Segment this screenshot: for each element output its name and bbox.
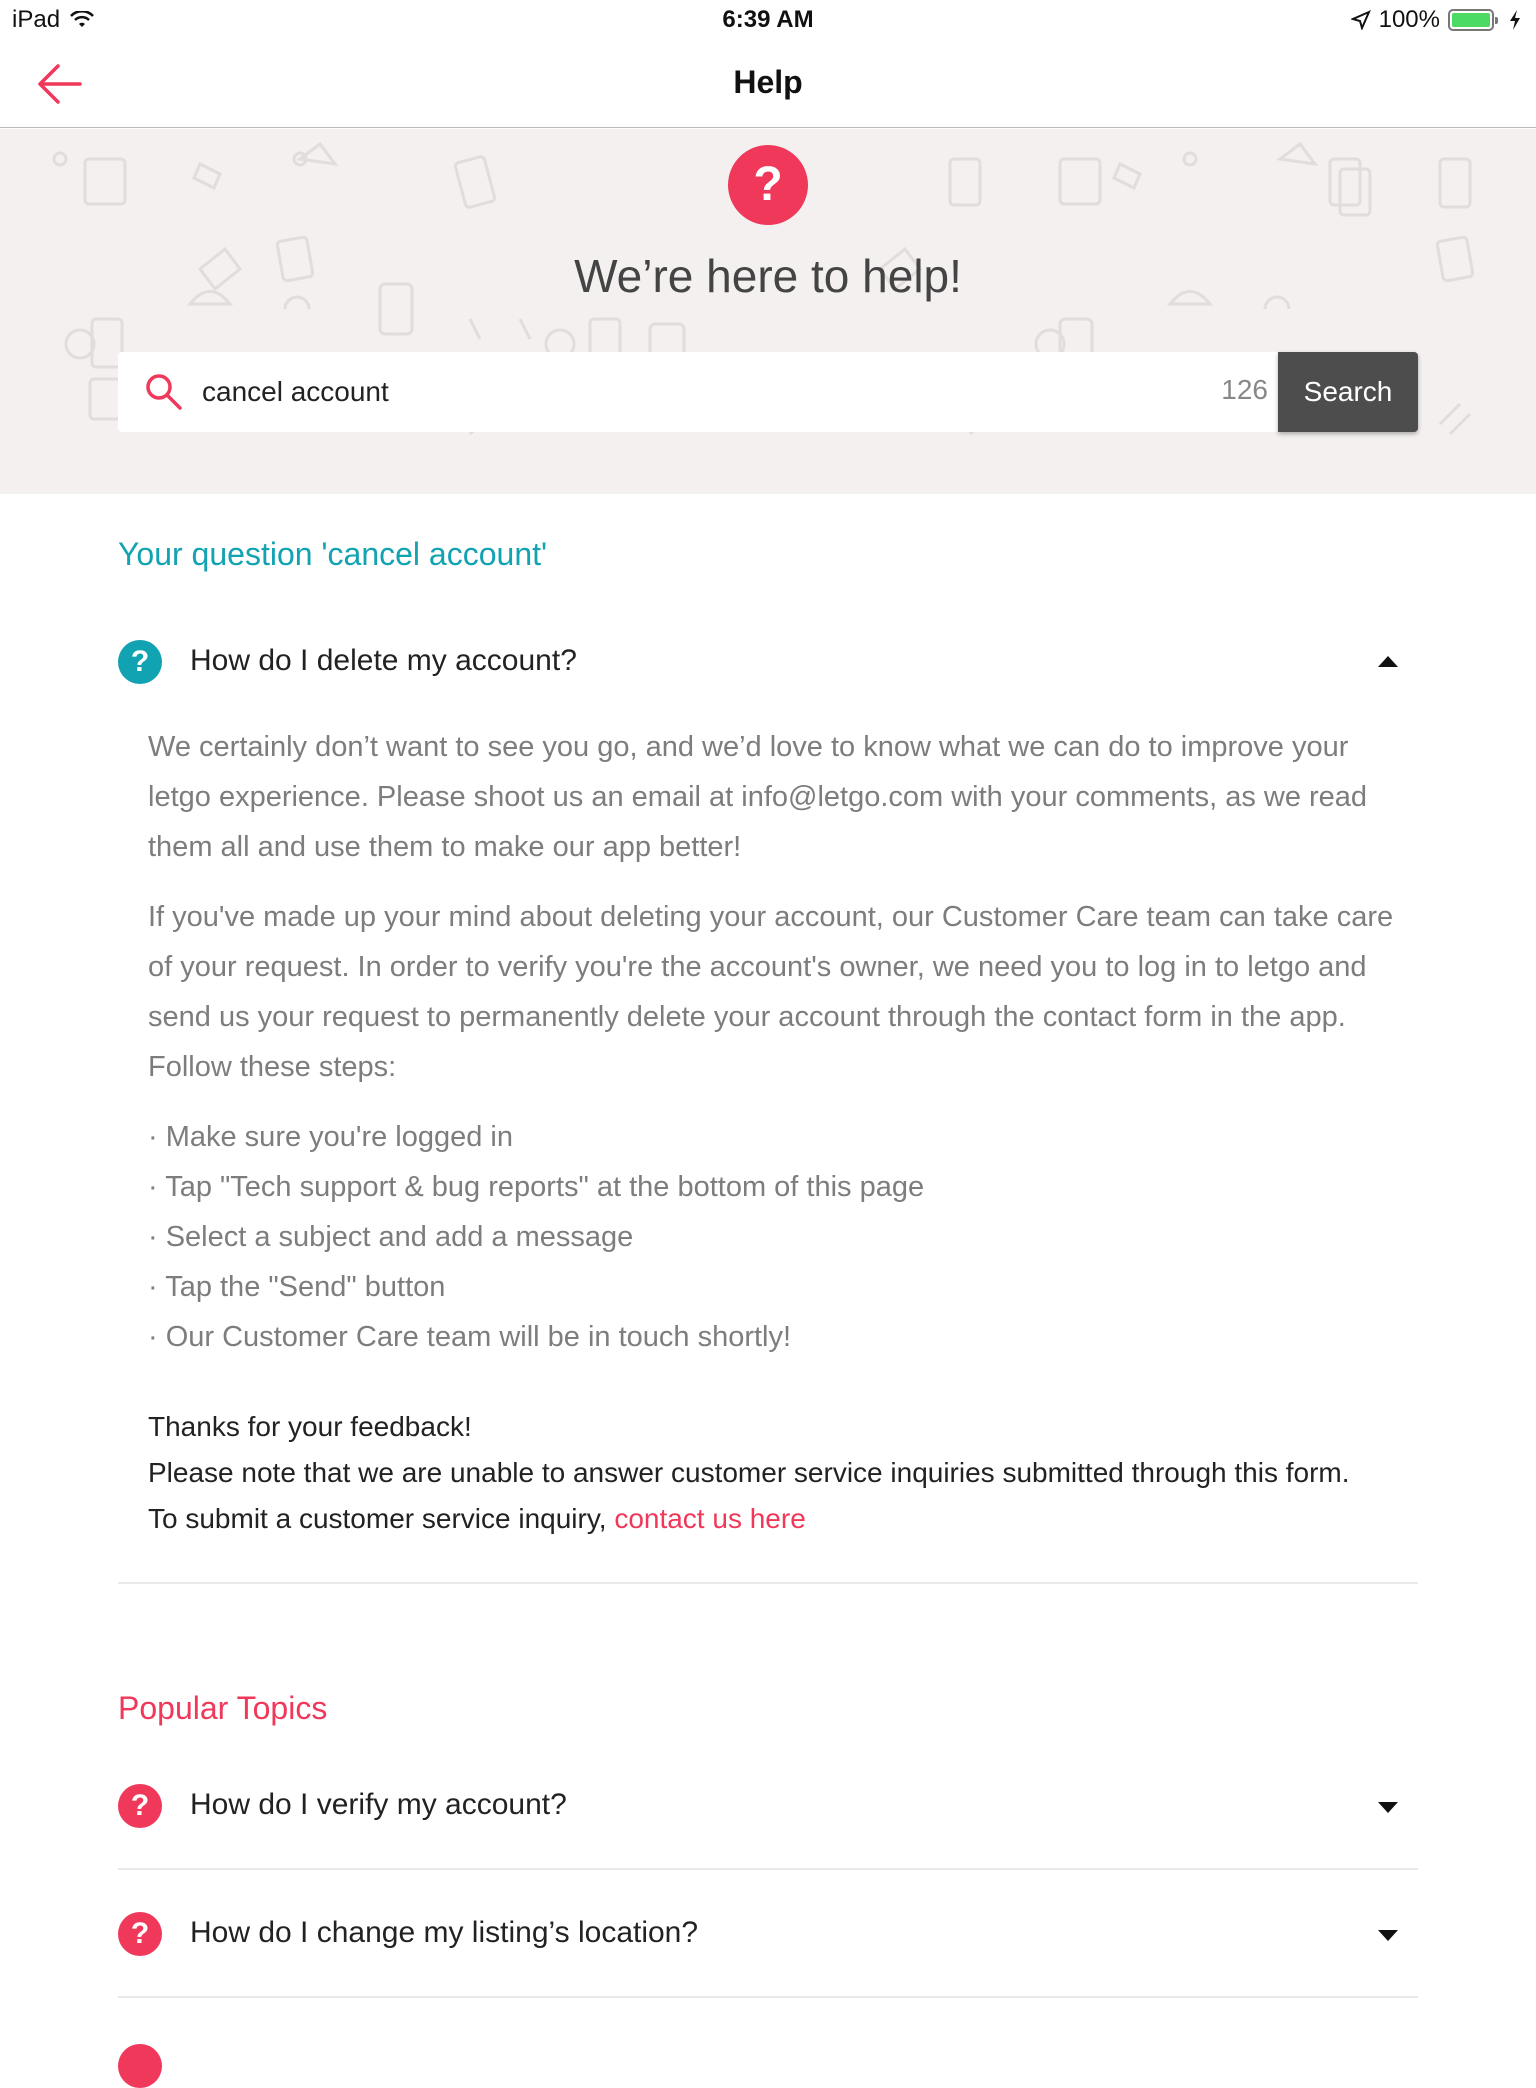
question-icon: ? xyxy=(728,145,808,225)
step-item: · Select a subject and add a message xyxy=(148,1221,634,1253)
answer-paragraph: If you've made up your mind about deleting your account, our Customer Care team can take care of your request. In order to verify you're the account's owner, we need you to log in to letgo and send us your request to permanently delete your account through the contact form in the app. Follow these steps: xyxy=(148,901,1394,1083)
popular-topics-heading: Popular Topics xyxy=(118,1690,328,1726)
search-bar xyxy=(118,352,1418,432)
faq-item-delete-account[interactable] xyxy=(118,622,1418,702)
search-icon xyxy=(144,372,184,412)
status-time: 6:39 AM xyxy=(722,6,814,33)
navigation-bar xyxy=(0,40,1536,128)
topic-question: How do I change my listing’s location? xyxy=(190,1916,699,1949)
battery-icon xyxy=(1448,9,1494,31)
step-item: · Tap the "Send" button xyxy=(148,1271,446,1303)
hero-banner xyxy=(0,129,1536,494)
search-character-count: 126 xyxy=(1221,374,1268,405)
question-icon: ? xyxy=(118,1784,162,1828)
charging-icon xyxy=(1508,9,1522,31)
answer-paragraph: We certainly don’t want to see you go, and we’d love to know what we can do to improve your letgo experience. Please shoot us an email at info@letgo.com with your comments, as we read them all and use them to make our app better! xyxy=(148,731,1368,863)
question-heading: Your question 'cancel account' xyxy=(118,536,548,572)
topic-question: How do I verify my account? xyxy=(190,1788,567,1821)
question-icon xyxy=(118,2044,162,2088)
caret-up-icon[interactable] xyxy=(1378,656,1398,667)
answer-steps xyxy=(148,1112,1408,1362)
faq-question: How do I delete my account? xyxy=(190,644,577,677)
feedback-note: Please note that we are unable to answer customer service inquiries submitted through this form. xyxy=(148,1457,1350,1488)
status-bar xyxy=(0,0,1536,40)
feedback-submit-text: To submit a customer service inquiry, xyxy=(148,1503,615,1534)
popular-topic-item[interactable] xyxy=(118,1870,1418,1998)
search-button[interactable]: Search xyxy=(1278,352,1418,432)
contact-us-link[interactable]: contact us here xyxy=(614,1503,806,1534)
question-icon: ? xyxy=(118,640,162,684)
hero-title: We’re here to help! xyxy=(574,250,962,302)
faq-answer xyxy=(148,722,1408,1542)
step-item: · Make sure you're logged in xyxy=(148,1121,514,1153)
feedback-block xyxy=(148,1404,1408,1542)
feedback-submit-line xyxy=(148,1496,1408,1542)
location-arrow-icon xyxy=(1351,10,1371,30)
question-icon: ? xyxy=(118,1912,162,1956)
step-item: · Our Customer Care team will be in touch shortly! xyxy=(148,1321,792,1353)
step-item: · Tap "Tech support & bug reports" at the bottom of this page xyxy=(148,1171,925,1203)
search-input[interactable] xyxy=(202,370,1102,414)
page-title: Help xyxy=(733,64,803,100)
battery-percent: 100% xyxy=(1378,6,1440,33)
device-label: iPad xyxy=(12,6,61,33)
caret-down-icon[interactable] xyxy=(1378,1930,1398,1941)
feedback-title: Thanks for your feedback! xyxy=(148,1411,472,1442)
caret-down-icon[interactable] xyxy=(1378,1802,1398,1813)
popular-topic-item[interactable] xyxy=(118,1742,1418,1870)
divider xyxy=(118,1582,1418,1584)
